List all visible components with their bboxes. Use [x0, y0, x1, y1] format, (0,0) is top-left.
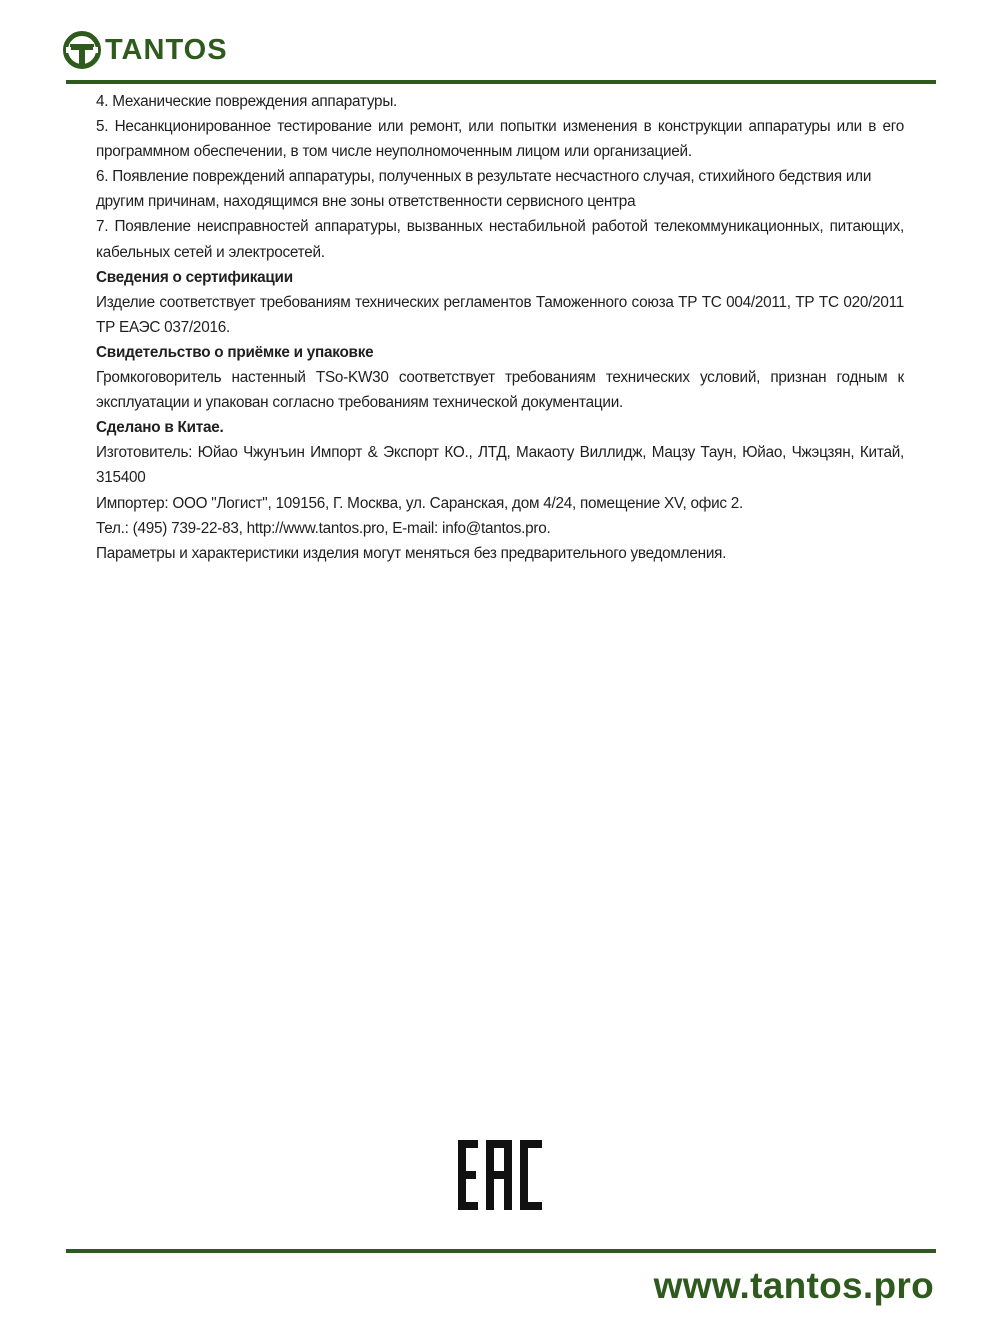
footer-website-link[interactable]: www.tantos.pro — [653, 1265, 934, 1306]
certification-text: Изделие соответствует требованиям технических регламентов Таможенного союза ТР ТС 004/2011, ТР ТС 020/2011 ТР ЕАЭС 037/2016. — [96, 293, 904, 336]
tantos-logo-icon — [62, 30, 102, 70]
footer-divider — [66, 1249, 936, 1253]
brand-name: TANTOS — [105, 34, 228, 66]
notice-text: Параметры и характеристики изделия могут меняться без предварительного уведомления. — [96, 544, 727, 562]
acceptance-text: Громкоговоритель настенный TSo-KW30 соответствует требованиям технических условий, признан годным к эксплуатации и упакован согласно требованиям технической документации. — [96, 369, 904, 412]
warranty-item-6: 6. Появление повреждений аппаратуры, полученных в результате несчастного случая, стихийного бедствия или другим причинам, находящимся вне зоны ответственности сервисного центра — [96, 168, 872, 211]
contacts-text: Тел.: (495) 739-22-83, http://www.tantos.pro, E-mail: info@tantos.pro. — [96, 519, 551, 537]
eac-certification-mark — [456, 1138, 544, 1212]
warranty-item-7: 7. Появление неисправностей аппаратуры, вызванных нестабильной работой телекоммуникационных, питающих, кабельных сетей и электросетей. — [96, 218, 904, 261]
header-divider — [66, 80, 936, 84]
certification-heading: Сведения о сертификации — [96, 268, 293, 286]
importer-text: Импортер: ООО "Логист", 109156, Г. Москва, ул. Саранская, дом 4/24, помещение XV, офис 2. — [96, 494, 744, 512]
warranty-item-5: 5. Несанкционированное тестирование или ремонт, или попытки изменения в конструкции аппаратуры или в его программном обеспечении, в том числе неуполномоченным лицом или организацией. — [96, 118, 904, 161]
origin-heading: Сделано в Китае. — [96, 419, 224, 437]
manufacturer-text: Изготовитель: Юйао Чжунъин Импорт & Экспорт КО., ЛТД, Макаоту Виллидж, Мацзу Таун, Юйао, Чжэцзян, Китай, 315400 — [96, 444, 904, 487]
acceptance-heading: Свидетельство о приёмке и упаковке — [96, 343, 374, 361]
warranty-item-4: 4. Механические повреждения аппаратуры. — [96, 93, 398, 110]
document-body — [96, 89, 904, 566]
brand-logo — [62, 28, 228, 72]
